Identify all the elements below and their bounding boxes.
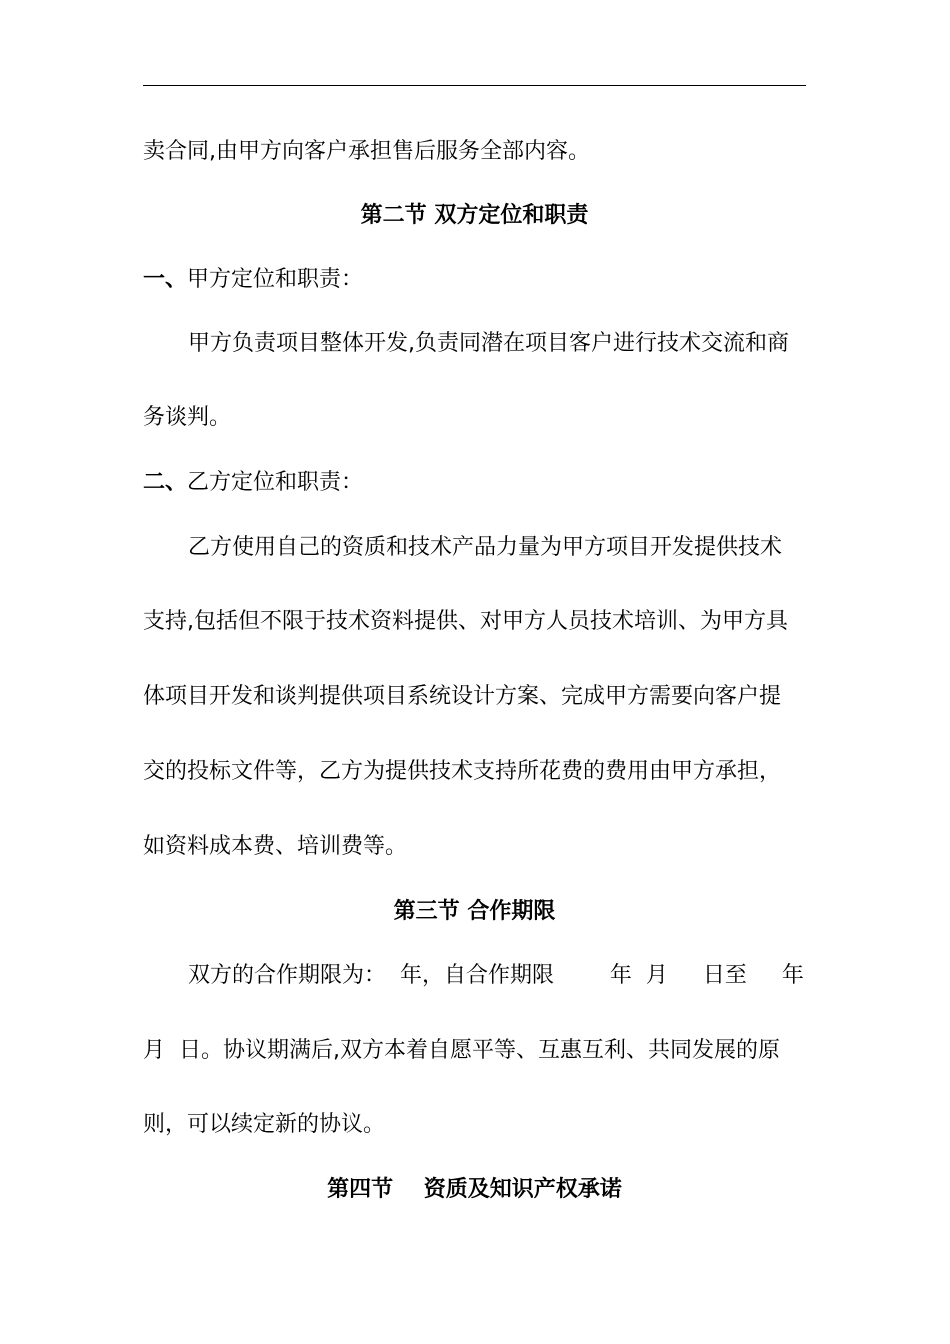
section-4-title: 第四节 资质及知识产权承诺 [327, 1177, 622, 1202]
item-1-body-line-1: 甲方负责项目整体开发,负责同潜在项目客户进行技术交流和商 [188, 331, 789, 356]
section-3-title: 第三节 合作期限 [393, 899, 556, 924]
item-2-marker: 二、 [143, 470, 188, 495]
paragraph-continuation: 卖合同,由甲方向客户承担售后服务全部内容。 [143, 139, 590, 164]
term-body-line-1: 双方的合作期限为： 年，自合作期限 年 月 日至 年 [188, 963, 804, 988]
item-2-body-line-1: 乙方使用自己的资质和技术产品力量为甲方项目开发提供技术 [188, 535, 783, 560]
item-2-body-line-2: 支持,包括但不限于技术资料提供、对甲方人员技术培训、为甲方具 [143, 609, 788, 634]
item-2-body-line-4: 交的投标文件等，乙方为提供技术支持所花费的费用由甲方承担， [143, 759, 782, 784]
item-2-body-line-3: 体项目开发和谈判提供项目系统设计方案、完成甲方需要向客户提 [143, 684, 782, 709]
term-body-line-2: 月 日。协议期满后,双方本着自愿平等、互惠互利、共同发展的原 [143, 1038, 780, 1063]
item-1-title: 甲方定位和职责： [187, 267, 364, 292]
item-2-title: 乙方定位和职责： [187, 470, 364, 495]
item-2-heading [143, 468, 806, 498]
section-2-title: 第二节 双方定位和职责 [360, 203, 589, 228]
item-2-body-line-5: 如资料成本费、培训费等。 [143, 834, 408, 859]
item-1-heading [143, 265, 806, 295]
header-rule [143, 85, 806, 86]
item-1-body-line-2: 务谈判。 [143, 405, 232, 430]
term-body-line-3: 则，可以续定新的协议。 [143, 1112, 386, 1137]
item-1-marker: 一、 [143, 267, 188, 292]
